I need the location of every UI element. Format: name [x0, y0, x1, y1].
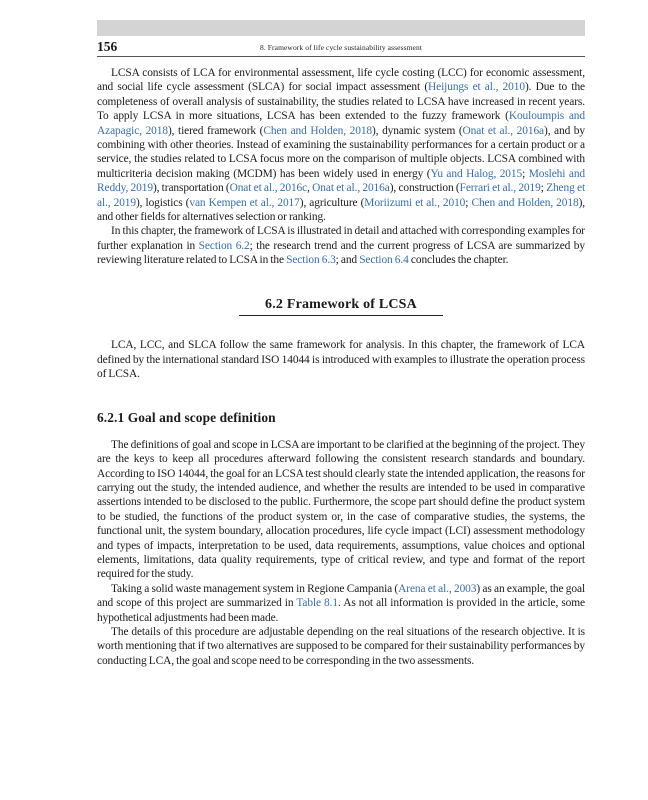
- citation-link[interactable]: Onat et al., 2016a: [312, 182, 390, 195]
- page-content: [97, 66, 585, 668]
- header-bar: [97, 20, 585, 36]
- page-number: 156: [97, 39, 118, 54]
- section-link[interactable]: Section 6.2: [198, 239, 250, 252]
- table-link[interactable]: Table 8.1: [296, 597, 338, 610]
- citation-link[interactable]: Onat et al., 2016a: [462, 124, 544, 137]
- citation-link[interactable]: Chen and Holden, 2018: [471, 196, 579, 209]
- citation-link[interactable]: Moriizumi et al., 2010: [364, 196, 466, 209]
- citation-link[interactable]: Yu and Halog, 2015: [430, 167, 523, 180]
- citation-link[interactable]: Arena et al., 2003: [398, 582, 477, 595]
- section-link[interactable]: Section 6.4: [359, 254, 409, 267]
- subsection-heading: 6.2.1 Goal and scope definition: [97, 410, 276, 426]
- paragraph-example: Taking a solid waste management system in Regione Campania (Arena et al., 2003) as an example, the goal and scope of this project are summarized in Table 8.1. As not all information is provided in the article, some hypothetical adjustments had been made.: [97, 582, 586, 624]
- section-heading: 6.2 Framework of LCSA: [239, 298, 443, 316]
- paragraph-intro: LCSA consists of LCA for environmental assessment, life cycle costing (LCC) for economic assessment, and social life cycle assessment (SLCA) for social impact assessment (Heijungs et al., 2010). Due to the completeness of overall analysis of sustainability, the studies related to LCSA have increased in recent years. To apply LCSA in more situations, LCSA has been extended to the fuzzy framework (Kouloumpis and Azapagic, 2018), tiered framework (Chen and Holden, 2018), dynamic system (Onat et al., 2016a), and by combining with other theories. Instead of examining the sustainability performances for a certain product or a service, the studies related to LCSA focus more on the comparison of multiple objects. LCSA combined with multicriteria decision making (MCDM) has been widely used in energy (Yu and Halog, 2015; Moslehi and Reddy, 2019), transportation (Onat et al., 2016c, Onat et al., 2016a), construction (Ferrari et al., 2019; Zheng et al., 2019), logistics (van Kempen et al., 2017), agriculture (Moriizumi et al., 2010; Chen and Holden, 2018), and other fields for alternatives selection or ranking.: [97, 67, 586, 224]
- paragraph-goal-scope: The definitions of goal and scope in LCSA are important to be clarified at the beginning of the project. They are the keys to keep all procedures afterward following the consistent research standards and boundary. According to ISO 14044, the goal for an LCSA test should clearly state the intended application, the reasons for carrying out the study, the intended audience, and whether the results are intended to be used in comparative assertions intended to be disclosed to the public. Furthermore, the scope part should define the product system to be studied, the functions of the product system or, in the case of comparative studies, the systems, the functional unit, the system boundary, allocation procedures, life cycle impact (LCI) assessment methodology and types of impacts, interpretation to be used, data requirements, assumptions, value choices and optional elements, limitations, data quality requirements, type of critical review, and type and format of the report required for the study.: [97, 438, 585, 581]
- citation-link[interactable]: Ferrari et al., 2019: [459, 182, 541, 195]
- paragraph-framework: LCA, LCC, and SLCA follow the same framework for analysis. In this chapter, the framework of LCA defined by the international standard ISO 14044 is introduced with examples to illustrate the operation process of LCSA.: [97, 339, 585, 380]
- citation-link[interactable]: Heijungs et al., 2010: [428, 81, 525, 94]
- citation-link[interactable]: Zheng et al., 2019: [97, 182, 586, 209]
- section-heading-container: [97, 298, 585, 316]
- paragraph-details: The details of this procedure are adjustable depending on the real situations of the research objective. It is worth mentioning that if two alternatives are supposed to be compared for their sustainability performances by conducting LCA, the goal and scope need to be corresponding in the two assessments.: [97, 626, 585, 667]
- citation-link[interactable]: Kouloumpis and Azapagic, 2018: [97, 110, 585, 137]
- chapter-title: 8. Framework of life cycle sustainability assessment: [259, 43, 423, 52]
- running-head: [97, 38, 585, 57]
- citation-link[interactable]: Chen and Holden, 2018: [263, 124, 373, 137]
- citation-link[interactable]: van Kempen et al., 2017: [189, 196, 300, 209]
- citation-link[interactable]: Moslehi and Reddy, 2019: [97, 167, 586, 195]
- citation-link[interactable]: Onat et al., 2016c: [229, 182, 308, 195]
- section-link[interactable]: Section 6.3: [286, 254, 336, 267]
- paragraph-chapter-outline: In this chapter, the framework of LCSA is illustrated in detail and attached with corresponding examples for further explanation in Section 6.2; the research trend and the current progress of LCSA are summarized by reviewing literature related to LCSA in the Section 6.3; and Section 6.4 concludes the chapter.: [97, 225, 585, 267]
